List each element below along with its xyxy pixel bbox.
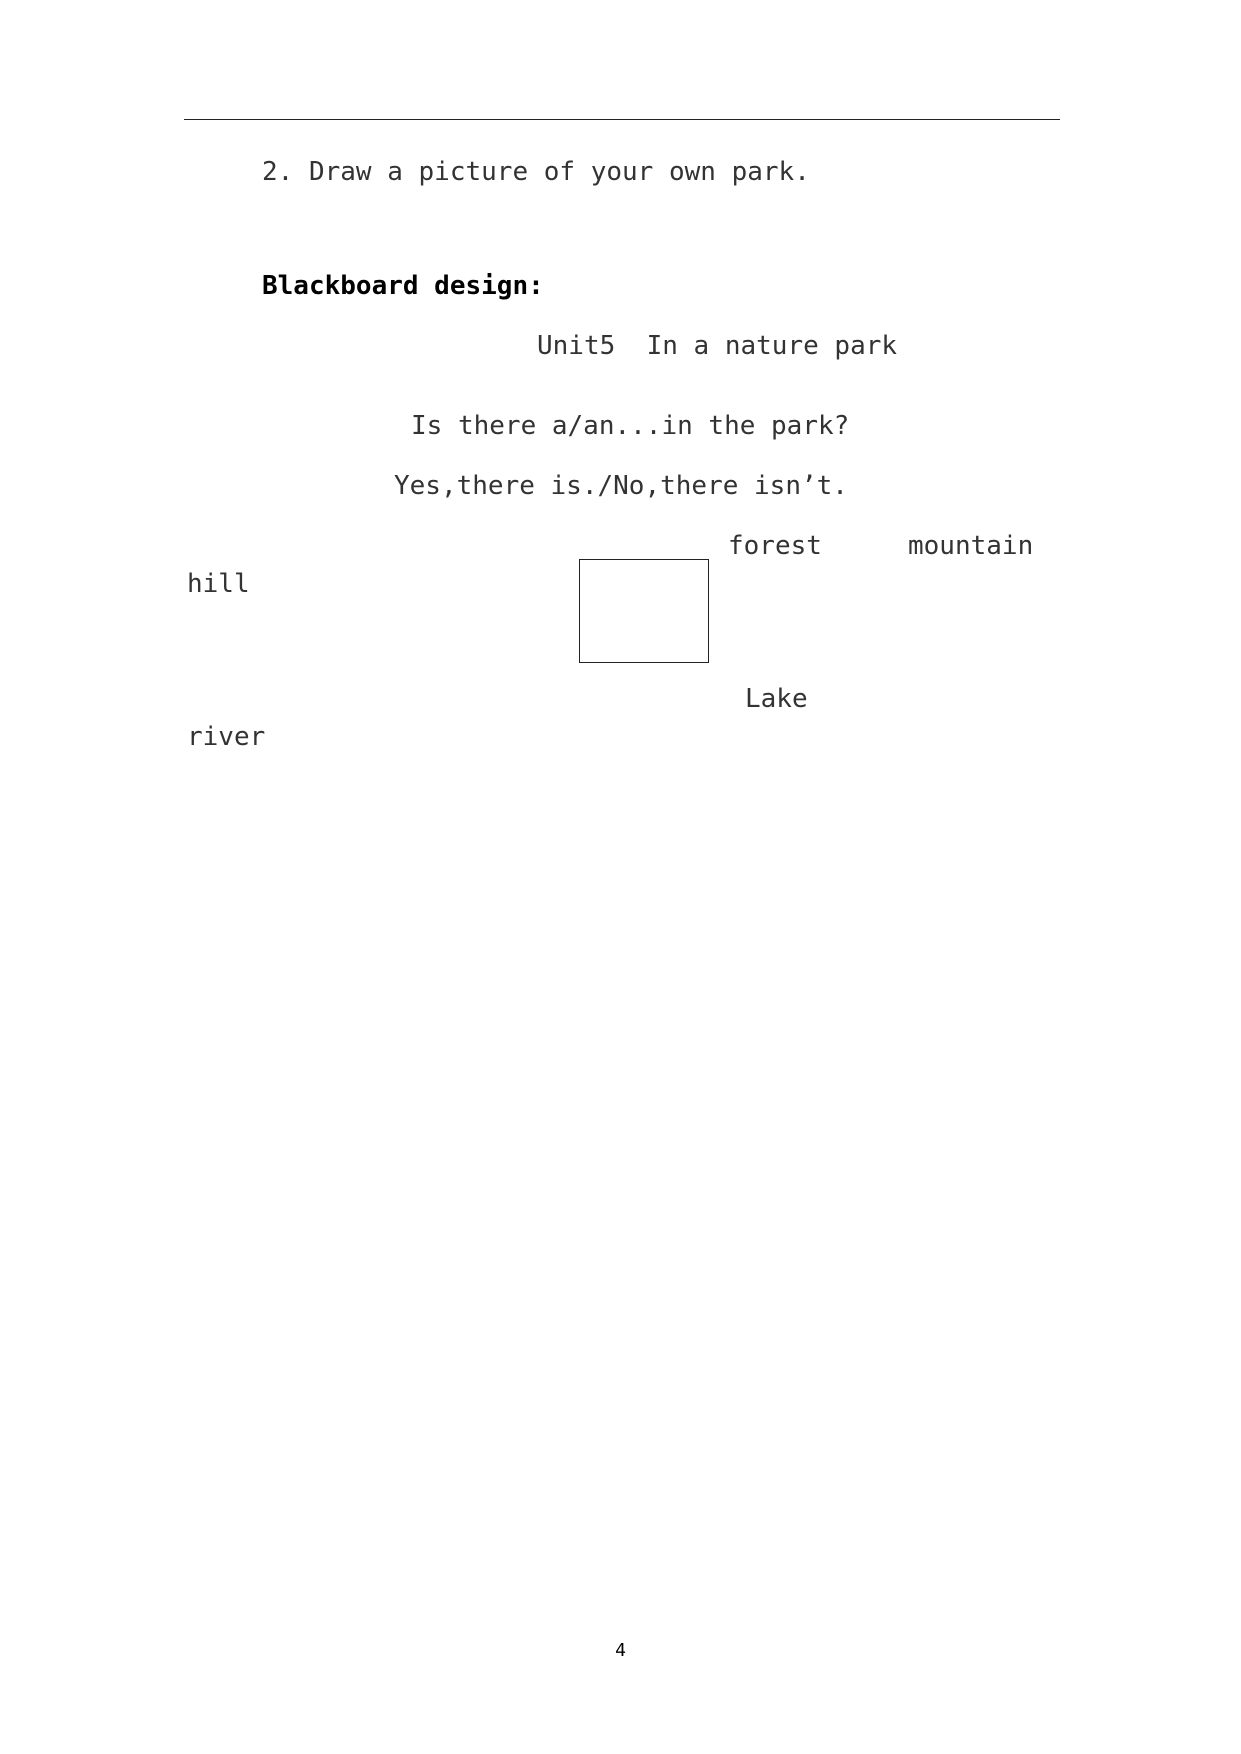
word-river: river [187, 722, 266, 752]
page-number: 4 [615, 1640, 626, 1661]
word-hill: hill [187, 569, 250, 599]
header-rule [184, 119, 1060, 120]
task-2-instruction: 2. Draw a picture of your own park. [262, 157, 810, 187]
word-lake: Lake [745, 684, 808, 714]
word-mountain: mountain [908, 531, 1034, 561]
board-title: Unit5 In a nature park [537, 331, 898, 361]
question-pattern: Is there a/an...in the park? [411, 411, 850, 441]
answer-pattern: Yes,there is./No,there isn’t. [394, 471, 848, 501]
word-forest: forest [728, 531, 822, 561]
section-heading: Blackboard design: [262, 271, 544, 301]
picture-box [579, 559, 709, 663]
